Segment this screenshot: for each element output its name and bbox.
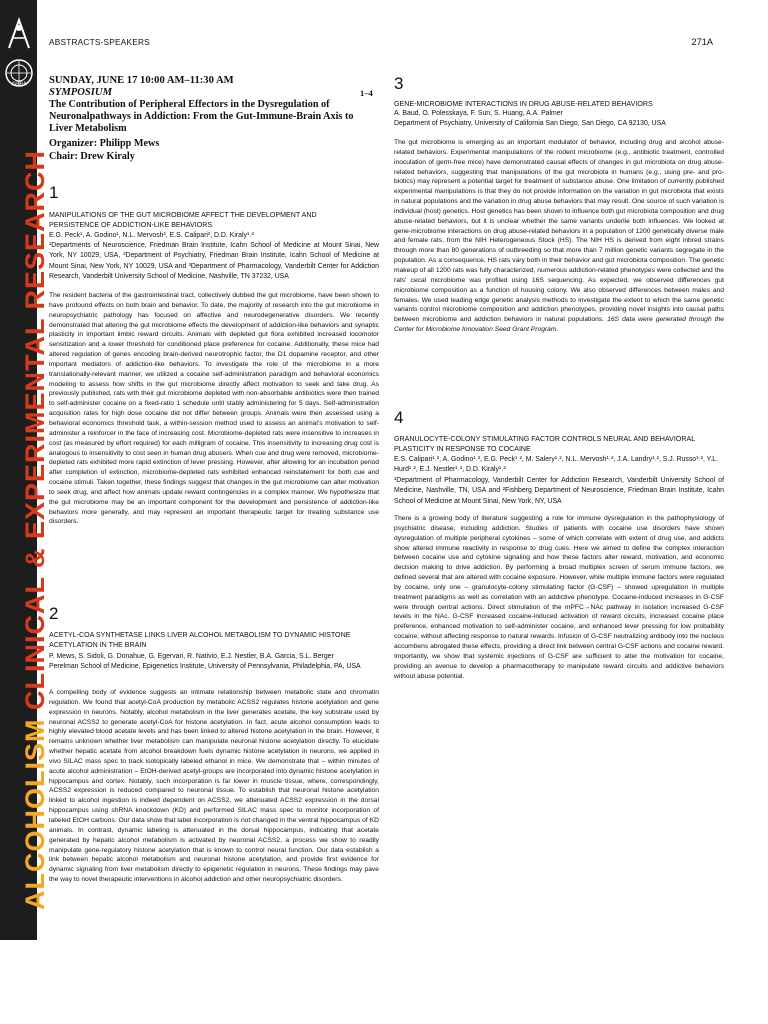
- journal-title-part1: ALCOHOLISM: [20, 718, 50, 910]
- session-chair: Chair: Drew Kiraly: [49, 151, 135, 162]
- journal-sidebar: [0, 0, 50, 940]
- abstract-title: GENE-MICROBIOME INTERACTIONS IN DRUG ABUSE-RELATED BEHAVIORS: [394, 100, 653, 108]
- abstract-funding-note: 16S data were generated through the Center for Microbiome Innovation Seed Grant Program.: [394, 316, 724, 334]
- journal-title-part2: CLINICAL & EXPERIMENTAL RESEARCH: [20, 149, 50, 710]
- abstract-authors: E.S. Calipari¹˒², A. Godino¹˒², E.G. Peck¹˒², M. Salery¹˒², N.L. Mervosh¹˒², J.A. Landry¹˒², S.J. Russo¹˒², Y.L. Hurd¹˒², E.J. Nestler¹˒², D.D. Kiraly¹˒²: [394, 456, 719, 474]
- abstract-authors: P. Mews, S. Sidoli, G. Donahue, G. Egervari, R. Nativio, E.J. Nestler, B.A. Garcia, S.L. Berger: [49, 653, 334, 660]
- session-title: The Contribution of Peripheral Effectors in the Dysregulation of Neuronalpathways in Addiction: From the Gut-Immune-Brain Axis to Liver Metabolism: [49, 99, 354, 134]
- abstract-number: 4: [394, 408, 404, 427]
- abstract-title: ACETYL-COA SYNTHETASE LINKS LIVER ALCOHOL METABOLISM TO DYNAMIC HISTONE ACETYLATION IN THE BRAIN: [49, 631, 351, 649]
- abstract-affiliation: Perelman School of Medicine, Epigenetics Institute, University of Pennsylvania, Philadelphia, PA, USA: [49, 663, 361, 670]
- abstract-body: A compelling body of evidence suggests an intimate relationship between metabolic state and chromatin regulation. We found that acetyl-CoA production by metabolic ACSS2 regulates histone acetylation and gene expression in neurons. Notably, alcohol metabolism in the liver generates acetate, the key substrate used by neuronal ACSS2 to generate acetyl-CoA for histone acetylation. In fact, acute alcohol consumption leads to highly elevated blood acetate levels and has been linked to altered histone acetylation in the brain. However, it remains unknown whether liver metabolism can manipulate neuronal histone acetylation directly. To elucidate whether hepatic acetate from alcohol breakdown fuels dynamic histone acetylation in neurons, we applied in vivo SILAC mass spec to track isotopically labeled ethanol in mice. We demonstrate that – within minutes of acute alcohol administration – EtOH-derived acetyl-groups are incorporated into dynamic histone acetylation in hippocampus and cortex. Notably, such incorporation is far lower in muscle tissue, where, correspondingly, ACSS2 expression is reduced compared to neuronal tissue. To establish that neuronal histone acetylation linked to alcohol ingestion is indeed dependent on ACSS2, we attenuated ACSS2 expression in the dorsal hippocampus using shRNA knockdown (KD) and performed SILAC mass spec to monitor incorporation of labeled EtOH carbons. Our data show that label incorporation is not changed in the ventral hippocampus of KD animals. In contrast, dynamic labeling is attenuated in the dorsal hippocampus, indicating that acetate generated by hepatic alcohol metabolism is activated by neuronal ACSS2, a process we show to readily manipulate gene-regulatory histone acetylation that is known to control neural function. Our data establish a link between hepatic alcohol metabolism and neuronal histone acetylation, and provide first evidence for dynamic signaling from liver metabolism directly to epigenetic regulation in neurons. These findings may pave the way to novel therapeutic interventions in alcohol addiction and other neuropsychiatric disorders.: [49, 689, 379, 884]
- session-datetime: SUNDAY, JUNE 17 10:00 AM–11:30 AM: [49, 75, 234, 86]
- abstract-title: GRANULOCYTE-COLONY STIMULATING FACTOR CONTROLS NEURAL AND BEHAVIORAL PLASTICITY IN RESPONSE TO COCAINE: [394, 435, 695, 453]
- abstract-authors: E.G. Peck¹, A. Godino¹, N.L. Mervosh², E.S. Calipari³, D.D. Kiraly¹˒²: [49, 232, 254, 239]
- abstract-number: 2: [49, 604, 59, 623]
- session-organizer: Organizer: Philipp Mews: [49, 138, 160, 149]
- journal-logo-icon: [5, 16, 33, 52]
- session-type: SYMPOSIUM: [49, 87, 112, 98]
- abstract-number: 3: [394, 74, 404, 93]
- abstract-affiliation: ¹Departments of Neuroscience, Friedman Brain Institute, Icahn School of Medicine at Mount Sinai, New York, NY 10029, USA, ²Department of Psychiatry, Friedman Brain Institute, Icahn School of Medicine at Mount Sinai, New York, NY 10029, USA and ³Department of Pharmacology, Vanderbilt Center for Addiction Research, Vanderbilt University School of Medicine, Nashville, TN 37232, USA: [49, 242, 379, 281]
- svg-text:ISBRA: ISBRA: [11, 81, 27, 88]
- abstract-affiliation: ¹Department of Pharmacology, Vanderbilt Center for Addiction Research, Vanderbilt University School of Medicine, Nashville, TN, USA and ²Fishberg Department of Neuroscience, Friedman Brain Institute, Icahn School of Medicine at Mount Sinai, New York, NY, USA: [394, 477, 724, 505]
- abstract-number: 1: [49, 183, 59, 202]
- abstract-body-text: The gut microbiome is emerging as an important modulator of behavior, including drug and alcohol abuse-related behaviors. Experimental manipulations of the rodent microbiome (e.g., antibiotic treatment, controlled inoculation of germ-free mice) have demonstrated causal effects of changes in gut microbiota on drug abuse-related behaviors, suggesting that manipulations of the gut microbiota in humans (e.g., using pre- and pro-biotics) may represent a potential target for treatment of substance abuse. One limitation of currently published experimental manipulations is that they do not provide information on the variation in gut microbiota that exists in natural populations and the variation in drug abuse behaviors that may result. One source of such variation is individual (host) genetics. Host genetics has been shown to influence both gut microbiota composition and drug abuse-related behaviors, but it is unclear whether the same variants underlie both influences. We looked at gene-microbiome interactions on drug abuse-related behaviors in a population of 1200 genetically diverse male and female rats, from the NIH Heterogeneous Stock (HS). The NIH HS is derived from eight inbred strains through more than 80 generations of outbreeding so that more than 7 million genetic variants segregate in the population. As a consequence, HS rats vary both in their behavior and gut microbiota composition. The genetic makeup of all 1200 rats was fully characterized, numerous addiction-related phenotypes were collected and the rats’ cecal microbiome was profiled using 16S sequencing. As expected, we observed differences gut microbiome composition as a function of housing colony. We also observed differences between males and females. We used leading edge genetic analysis methods to investigate the extent to which the same genetic variants control microbiome composition and addiction phenotypes, providing novel insights into causal paths between microbiome and addiction behaviors in natural populations.: [394, 139, 724, 324]
- running-header: ABSTRACTS-SPEAKERS: [49, 37, 150, 47]
- journal-title-vertical: [20, 150, 51, 910]
- abstract-body: [394, 138, 724, 335]
- page-number: 271A: [691, 37, 713, 47]
- isbra-logo-icon: [4, 58, 34, 88]
- abstract-body: The resident bacteria of the gastrointestinal tract, collectively dubbed the gut microbiome, have been shown to have profound effects on both brain and behavior. To date, the majority of research into the gut microbiome in neuropsychiatric pathology has focused on affective and neurodegenerative disorders. We recently demonstrated that altering the gut microbiome effects the development of addiction-like behaviors and synaptic plasticity in important limbic reward circuits. Animals with depleted gut flora exhibited increased locomotor sensitization and a lower threshold for conditioned place preference for cocaine. Additionally, these mice had altered regulation of genes encoding brain-derived neurotrophic factor, the D1 dopamine receptor, and other important mediators of addiction-like behaviors. To investigate the role of the microbiome in a more translationally-relevant manner, we utilized a cocaine self-administration paradigm and behavioral economics modeling to assess how shifts in the gut microbiome directly affect motivation to seek and take drug. As previously published, rats with their gut microbiome depleted with non-absorbable antibiotics were then trained to self-administer cocaine on a fixed-ratio 1 schedule until stably administering for 5 days. Self-administration acquisition rates for high dose cocaine did not differ between groups. Animals were then assessed using a behavioral economics threshold task, a within-session method used to assess an animal’s motivation to self-administer a reinforcer in the face of increasing cost. Microbiome-depleted rats were insensitive to increases in cost (as measured by effort required) for each milligram of cocaine. This insensitivity to increasing drug cost is analogous to insensitivity to cost seen in human drug abusers. When cue and drug were removed, microbiome-depleted rats exhibited more rapid extinction of lever pressing. However, after allowing for an incubation period after completion of extinction, microbiome-depleted rats exhibited enhanced reinstatement for both cue and cocaine stimuli. Taken together, these findings suggest that changes in the gut microbiome can alter motivation to seek drug, and affect how animals update reward contingencies in a complex manner. We hypothesize that the gut microbiome may be an important component for the development and persistence of addiction-like behaviors more generally, and may represent an important therapeutic target for treating substance use disorders.: [49, 292, 379, 526]
- session-abstract-range: 1–4: [360, 88, 373, 98]
- abstract-body: There is a growing body of literature suggesting a role for immune dysregulation in the pathophysiology of psychiatric disease, including addiction. Studies of patients with cocaine use disorders have shown dysregulation of multiple peripheral cytokines – some of which correlate with extent of drug use, and addicts show altered immune reactivity in response to drug cues. Here we aimed to define the complex interaction between cocaine use and cytokine signaling and how these factors alter reward, motivation, and economic decision making to drive addiction. By performing a broad multiplex screen of serum immune factors, we defined several that are altered with cocaine exposure. However, while multiple immune factors were regulated by cocaine, only one – granulocyte-colony stimulating factor (G-CSF) – showed upregulation in multiple treatment paradigms as well as correlation with an addictive phenotype. Cocaine-induced increases in G-CSF were through central actions. Direct stimulation of the mPFC→NAc pathway in isolation increased G-CSF levels in the NAc. G-CSF increased cocaine-induced activation of reward circuits, increased cocaine place preference, enhanced motivation to self-administer cocaine, and enhanced lever pressing for low probability cocaine, without affecting response to natural rewards. Infusion of G-CSF neutralizing antibody into the nucleus accumbens abrogated these effects, providing a direct link between central G-CSF actions and cocaine reward. Importantly, we show that systemic injections of G-CSF are sufficient to alter the motivation for cocaine, providing an avenue to develop a pharmacotherapy to manipulate reward circuits and addictive behaviors without abuse potential.: [394, 515, 724, 680]
- abstract-title: MANIPULATIONS OF THE GUT MICROBIOME AFFECT THE DEVELOPMENT AND PERSISTENCE OF ADDICTION-LIKE BEHAVIORS: [49, 211, 317, 229]
- abstract-affiliation: Department of Psychiatry, University of California San Diego, San Diego, CA 92130, USA: [394, 120, 666, 127]
- abstract-authors: A. Baud, O. Polesskaya, F. Sun, S. Huang, A.A. Palmer: [394, 110, 563, 117]
